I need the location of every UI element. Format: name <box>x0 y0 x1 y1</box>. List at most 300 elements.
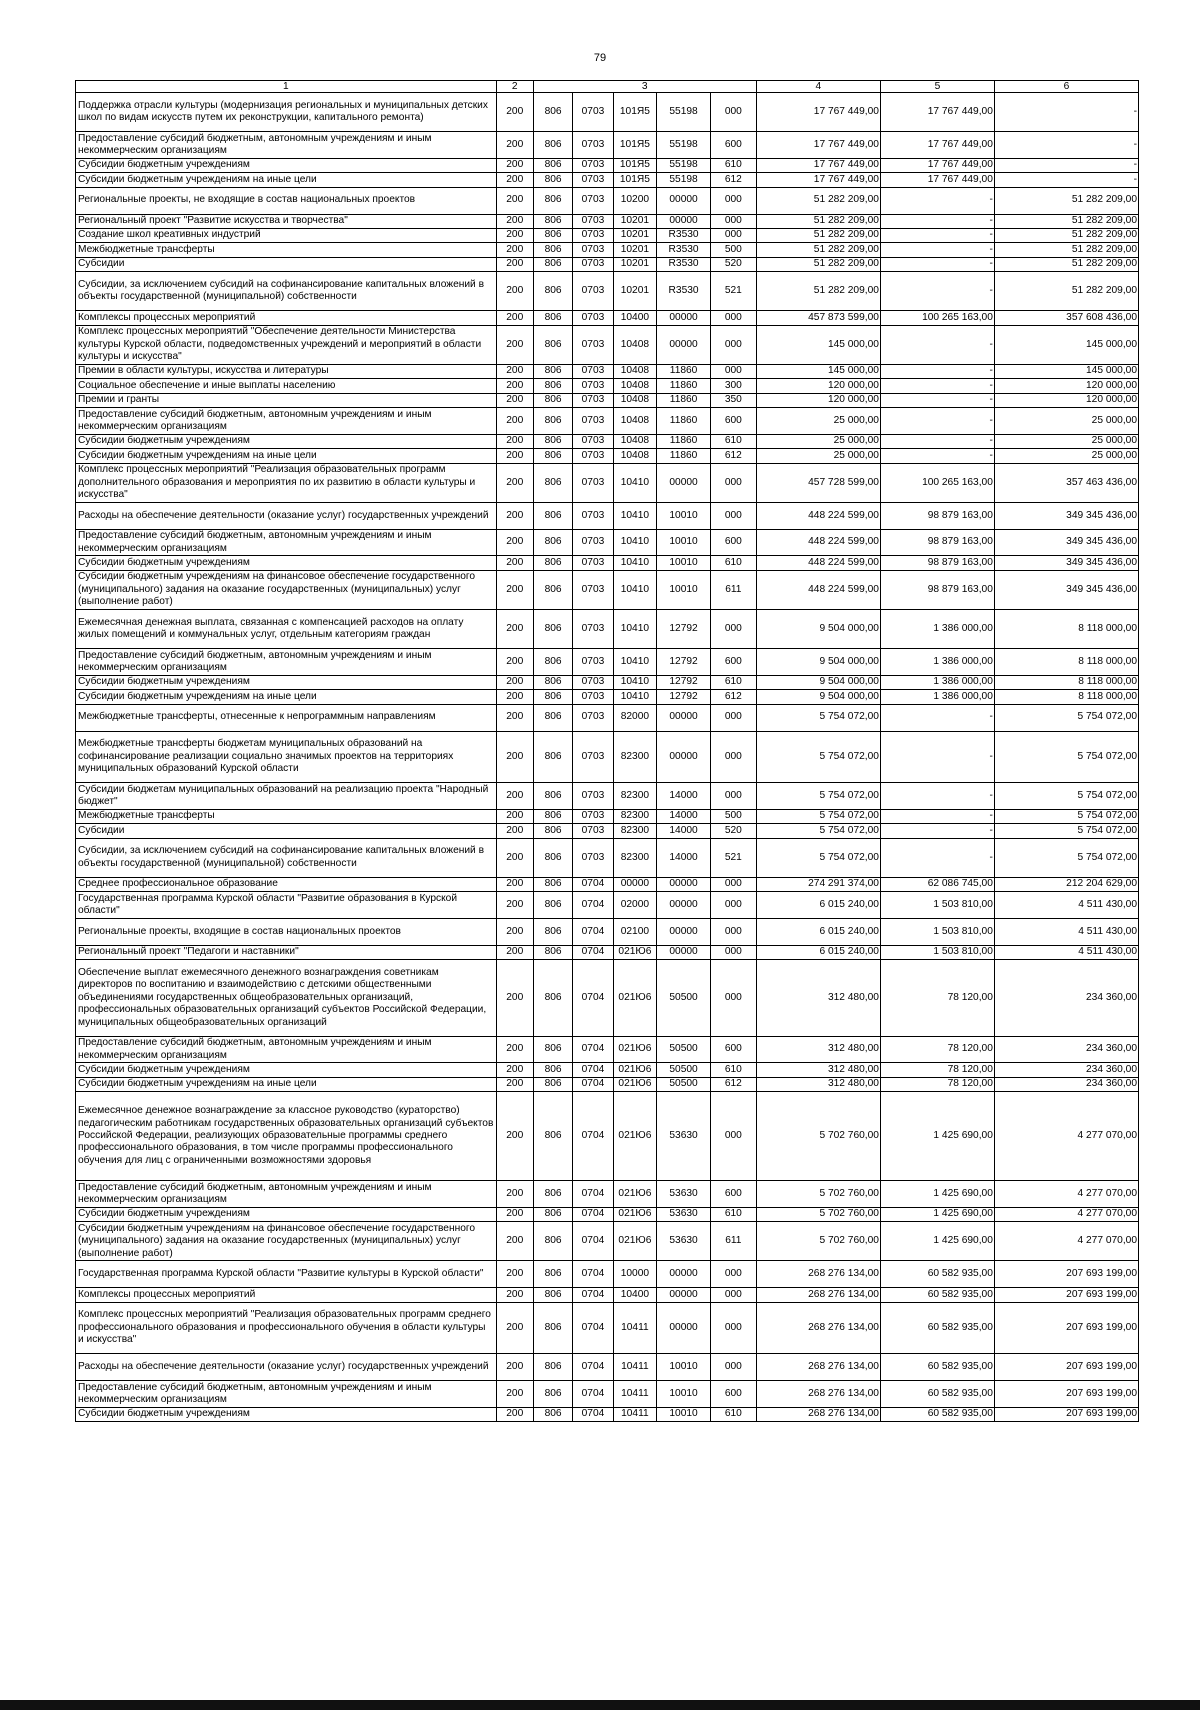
row-code-1: 200 <box>496 408 533 435</box>
row-code-2: 806 <box>533 783 572 810</box>
row-code-target: 10411 <box>613 1302 657 1354</box>
row-code-target: 021Ю6 <box>613 1181 657 1208</box>
row-code-type: 000 <box>711 364 757 378</box>
row-code-section: 0703 <box>573 610 613 649</box>
row-code-1: 200 <box>496 1036 533 1063</box>
row-code-section: 0704 <box>573 1288 613 1302</box>
row-code-type: 611 <box>711 1222 757 1261</box>
row-code-1: 200 <box>496 1063 533 1077</box>
table-row <box>76 379 1139 393</box>
row-name: Межбюджетные трансферты <box>76 243 497 257</box>
row-code-1: 200 <box>496 1381 533 1408</box>
table-row <box>76 1181 1139 1208</box>
row-name: Субсидии бюджетным учреждениям <box>76 556 497 570</box>
row-name: Предоставление субсидий бюджетным, автономным учреждениям и иным некоммерческим организациям <box>76 649 497 676</box>
row-code-direction: R3530 <box>657 272 711 311</box>
row-value-5: 1 503 810,00 <box>880 945 994 959</box>
row-name: Социальное обеспечение и иные выплаты населению <box>76 379 497 393</box>
table-row <box>76 919 1139 946</box>
row-code-2: 806 <box>533 529 572 556</box>
row-value-6: 4 277 070,00 <box>994 1181 1138 1208</box>
row-value-4: 5 754 072,00 <box>756 838 880 877</box>
row-value-4: 9 504 000,00 <box>756 690 880 704</box>
row-code-type: 610 <box>711 1407 757 1421</box>
table-row <box>76 173 1139 187</box>
row-code-section: 0703 <box>573 257 613 271</box>
row-value-4: 17 767 449,00 <box>756 173 880 187</box>
row-name: Государственная программа Курской области "Развитие культуры в Курской области" <box>76 1261 497 1288</box>
row-name: Субсидии <box>76 257 497 271</box>
table-row <box>76 158 1139 172</box>
row-code-type: 000 <box>711 960 757 1036</box>
row-code-direction: 50500 <box>657 1063 711 1077</box>
row-code-2: 806 <box>533 919 572 946</box>
row-name: Субсидии бюджетным учреждениям на финансовое обеспечение государственного (муниципального) задания на оказание государственных (муниципальных) услуг (выполнение работ) <box>76 1222 497 1261</box>
row-code-target: 021Ю6 <box>613 1077 657 1091</box>
row-code-type: 612 <box>711 173 757 187</box>
row-code-target: 10408 <box>613 379 657 393</box>
row-code-section: 0703 <box>573 158 613 172</box>
row-value-5: - <box>880 783 994 810</box>
row-code-type: 000 <box>711 502 757 529</box>
row-value-6: 207 693 199,00 <box>994 1381 1138 1408</box>
row-code-section: 0703 <box>573 649 613 676</box>
row-value-5: - <box>880 393 994 407</box>
table-row <box>76 311 1139 325</box>
row-name: Межбюджетные трансферты <box>76 809 497 823</box>
row-code-section: 0704 <box>573 1302 613 1354</box>
row-name: Региональный проект "Педагоги и наставники" <box>76 945 497 959</box>
row-value-5: 1 386 000,00 <box>880 690 994 704</box>
row-code-section: 0704 <box>573 1381 613 1408</box>
row-code-direction: 00000 <box>657 187 711 214</box>
row-value-5: 60 582 935,00 <box>880 1261 994 1288</box>
row-value-5: 17 767 449,00 <box>880 173 994 187</box>
table-row <box>76 783 1139 810</box>
row-code-direction: R3530 <box>657 243 711 257</box>
row-value-5: 98 879 163,00 <box>880 529 994 556</box>
row-value-5: - <box>880 704 994 731</box>
row-code-1: 200 <box>496 824 533 838</box>
row-code-direction: 12792 <box>657 649 711 676</box>
row-value-5: 17 767 449,00 <box>880 93 994 132</box>
row-code-section: 0704 <box>573 1261 613 1288</box>
row-code-direction: 10010 <box>657 1381 711 1408</box>
row-value-6: 4 511 430,00 <box>994 892 1138 919</box>
row-code-1: 200 <box>496 1288 533 1302</box>
row-code-target: 021Ю6 <box>613 960 657 1036</box>
row-code-target: 02100 <box>613 919 657 946</box>
row-code-direction: 10010 <box>657 570 711 609</box>
row-name: Субсидии <box>76 824 497 838</box>
row-code-type: 000 <box>711 945 757 959</box>
row-code-direction: 10010 <box>657 502 711 529</box>
row-code-section: 0703 <box>573 449 613 463</box>
row-code-2: 806 <box>533 132 572 159</box>
table-row <box>76 1092 1139 1181</box>
row-value-6: 349 345 436,00 <box>994 556 1138 570</box>
row-value-4: 5 702 760,00 <box>756 1207 880 1221</box>
row-value-4: 9 504 000,00 <box>756 675 880 689</box>
row-value-5: 1 386 000,00 <box>880 610 994 649</box>
row-code-direction: 00000 <box>657 325 711 364</box>
row-code-2: 806 <box>533 449 572 463</box>
row-value-6: 234 360,00 <box>994 1077 1138 1091</box>
row-value-6: 51 282 209,00 <box>994 187 1138 214</box>
table-row <box>76 649 1139 676</box>
row-code-1: 200 <box>496 1077 533 1091</box>
row-value-5: 78 120,00 <box>880 960 994 1036</box>
row-name: Обеспечение выплат ежемесячного денежного вознаграждения советникам директоров по воспитанию и взаимодействию с детскими общественными объединениями государственных общеобразовательных организаций, профессиональных образовательных организаций субъектов Российской Федерации, муниципальных общеобразовательных организаций <box>76 960 497 1036</box>
row-code-direction: 53630 <box>657 1222 711 1261</box>
row-name: Премии и гранты <box>76 393 497 407</box>
row-code-target: 10410 <box>613 502 657 529</box>
row-code-direction: 14000 <box>657 809 711 823</box>
row-code-type: 612 <box>711 449 757 463</box>
row-code-type: 000 <box>711 187 757 214</box>
row-code-type: 600 <box>711 132 757 159</box>
row-value-5: 17 767 449,00 <box>880 132 994 159</box>
row-value-5: 17 767 449,00 <box>880 158 994 172</box>
row-value-6: 207 693 199,00 <box>994 1354 1138 1381</box>
row-code-2: 806 <box>533 1381 572 1408</box>
row-value-5: 60 582 935,00 <box>880 1407 994 1421</box>
row-code-target: 10400 <box>613 311 657 325</box>
row-code-1: 200 <box>496 502 533 529</box>
row-code-2: 806 <box>533 704 572 731</box>
row-code-direction: 12792 <box>657 610 711 649</box>
row-code-target: 10408 <box>613 393 657 407</box>
row-code-2: 806 <box>533 649 572 676</box>
row-code-direction: 00000 <box>657 1261 711 1288</box>
row-code-type: 000 <box>711 783 757 810</box>
row-name: Премии в области культуры, искусства и литературы <box>76 364 497 378</box>
row-code-target: 10410 <box>613 570 657 609</box>
row-code-type: 610 <box>711 158 757 172</box>
table-row <box>76 690 1139 704</box>
row-code-type: 000 <box>711 228 757 242</box>
row-code-1: 200 <box>496 610 533 649</box>
row-value-6: 145 000,00 <box>994 364 1138 378</box>
row-code-1: 200 <box>496 838 533 877</box>
row-value-5: 1 425 690,00 <box>880 1181 994 1208</box>
row-code-target: 10410 <box>613 556 657 570</box>
row-code-1: 200 <box>496 1092 533 1181</box>
row-name: Субсидии, за исключением субсидий на софинансирование капитальных вложений в объекты государственной (муниципальной) собственности <box>76 272 497 311</box>
row-code-target: 82300 <box>613 809 657 823</box>
row-code-section: 0704 <box>573 892 613 919</box>
row-code-target: 10408 <box>613 434 657 448</box>
row-code-section: 0703 <box>573 272 613 311</box>
row-value-4: 312 480,00 <box>756 960 880 1036</box>
row-code-2: 806 <box>533 838 572 877</box>
row-name: Предоставление субсидий бюджетным, автономным учреждениям и иным некоммерческим организациям <box>76 1381 497 1408</box>
row-code-2: 806 <box>533 1222 572 1261</box>
row-code-1: 200 <box>496 379 533 393</box>
row-code-1: 200 <box>496 449 533 463</box>
row-value-6: - <box>994 173 1138 187</box>
row-code-type: 000 <box>711 1261 757 1288</box>
row-name: Субсидии бюджетным учреждениям <box>76 434 497 448</box>
row-code-2: 806 <box>533 228 572 242</box>
row-name: Поддержка отрасли культуры (модернизация региональных и муниципальных детских школ по видам искусств путем их реконструкции, капитального ремонта) <box>76 93 497 132</box>
table-row <box>76 325 1139 364</box>
row-code-section: 0703 <box>573 838 613 877</box>
row-name: Межбюджетные трансферты, отнесенные к непрограммным направлениям <box>76 704 497 731</box>
row-value-4: 6 015 240,00 <box>756 919 880 946</box>
row-code-section: 0703 <box>573 824 613 838</box>
row-value-6: 5 754 072,00 <box>994 731 1138 783</box>
row-code-type: 500 <box>711 809 757 823</box>
row-code-direction: 55198 <box>657 158 711 172</box>
row-code-2: 806 <box>533 272 572 311</box>
row-code-direction: 53630 <box>657 1207 711 1221</box>
row-name: Предоставление субсидий бюджетным, автономным учреждениям и иным некоммерческим организациям <box>76 408 497 435</box>
row-code-target: 00000 <box>613 877 657 891</box>
row-code-1: 200 <box>496 1181 533 1208</box>
row-value-5: 60 582 935,00 <box>880 1302 994 1354</box>
row-code-direction: 00000 <box>657 463 711 502</box>
row-code-target: 021Ю6 <box>613 1207 657 1221</box>
row-code-type: 600 <box>711 1181 757 1208</box>
row-code-section: 0704 <box>573 1354 613 1381</box>
row-code-2: 806 <box>533 325 572 364</box>
row-code-section: 0703 <box>573 783 613 810</box>
row-code-1: 200 <box>496 556 533 570</box>
row-code-1: 200 <box>496 690 533 704</box>
row-code-section: 0703 <box>573 364 613 378</box>
row-code-target: 10410 <box>613 610 657 649</box>
table-row <box>76 214 1139 228</box>
row-code-type: 600 <box>711 1381 757 1408</box>
row-code-target: 10201 <box>613 243 657 257</box>
row-value-4: 312 480,00 <box>756 1063 880 1077</box>
row-code-direction: 11860 <box>657 364 711 378</box>
row-code-section: 0704 <box>573 1092 613 1181</box>
row-value-5: 1 425 690,00 <box>880 1222 994 1261</box>
table-row <box>76 449 1139 463</box>
row-value-4: 145 000,00 <box>756 364 880 378</box>
row-code-2: 806 <box>533 311 572 325</box>
row-code-1: 200 <box>496 132 533 159</box>
row-value-4: 268 276 134,00 <box>756 1261 880 1288</box>
row-name: Субсидии бюджетным учреждениям <box>76 1063 497 1077</box>
table-row <box>76 945 1139 959</box>
row-name: Субсидии бюджетным учреждениям <box>76 1407 497 1421</box>
row-code-direction: 00000 <box>657 877 711 891</box>
row-code-type: 000 <box>711 325 757 364</box>
row-code-target: 10201 <box>613 272 657 311</box>
row-value-6: 207 693 199,00 <box>994 1407 1138 1421</box>
row-value-4: 5 754 072,00 <box>756 783 880 810</box>
row-value-5: - <box>880 408 994 435</box>
row-code-direction: 00000 <box>657 214 711 228</box>
row-code-section: 0703 <box>573 809 613 823</box>
row-value-6: 349 345 436,00 <box>994 570 1138 609</box>
table-row <box>76 434 1139 448</box>
row-code-2: 806 <box>533 690 572 704</box>
row-code-section: 0703 <box>573 214 613 228</box>
row-value-6: 207 693 199,00 <box>994 1261 1138 1288</box>
row-name: Ежемесячное денежное вознаграждение за классное руководство (кураторство) педагогическим работникам государственных образовательных организаций субъектов Российской Федерации, реализующих образовательные программы среднего профессионального образования, в том числе программы профессионального обучения для лиц с ограниченными возможностями здоровья <box>76 1092 497 1181</box>
row-code-section: 0704 <box>573 1077 613 1091</box>
row-code-target: 101Я5 <box>613 158 657 172</box>
row-value-6: 8 118 000,00 <box>994 649 1138 676</box>
row-code-1: 200 <box>496 704 533 731</box>
row-code-type: 000 <box>711 892 757 919</box>
table-row <box>76 529 1139 556</box>
row-code-1: 200 <box>496 228 533 242</box>
row-code-2: 806 <box>533 877 572 891</box>
header-col-5: 5 <box>880 81 994 93</box>
row-code-section: 0704 <box>573 1222 613 1261</box>
row-code-section: 0703 <box>573 325 613 364</box>
row-value-4: 268 276 134,00 <box>756 1302 880 1354</box>
table-row <box>76 675 1139 689</box>
row-code-2: 806 <box>533 393 572 407</box>
row-code-2: 806 <box>533 556 572 570</box>
row-code-direction: 55198 <box>657 173 711 187</box>
row-code-target: 10408 <box>613 449 657 463</box>
row-code-type: 500 <box>711 243 757 257</box>
row-code-2: 806 <box>533 1261 572 1288</box>
scan-edge <box>0 1700 1200 1710</box>
row-value-6: 212 204 629,00 <box>994 877 1138 891</box>
row-value-6: 120 000,00 <box>994 379 1138 393</box>
row-code-type: 000 <box>711 610 757 649</box>
row-code-target: 10408 <box>613 408 657 435</box>
row-code-2: 806 <box>533 502 572 529</box>
row-name: Субсидии бюджетным учреждениям на финансовое обеспечение государственного (муниципального) задания на оказание государственных (муниципальных) услуг (выполнение работ) <box>76 570 497 609</box>
row-value-6: 234 360,00 <box>994 1063 1138 1077</box>
row-code-section: 0704 <box>573 877 613 891</box>
row-code-target: 10410 <box>613 529 657 556</box>
row-code-section: 0703 <box>573 502 613 529</box>
row-code-target: 021Ю6 <box>613 945 657 959</box>
row-code-2: 806 <box>533 1036 572 1063</box>
table-row <box>76 1077 1139 1091</box>
table-row <box>76 838 1139 877</box>
row-value-4: 448 224 599,00 <box>756 529 880 556</box>
row-name: Межбюджетные трансферты бюджетам муниципальных образований на софинансирование реализации социально значимых проектов на территориях муниципальных образований Курской области <box>76 731 497 783</box>
row-value-5: 98 879 163,00 <box>880 570 994 609</box>
row-code-2: 806 <box>533 824 572 838</box>
row-code-1: 200 <box>496 158 533 172</box>
table-row <box>76 463 1139 502</box>
row-value-5: 1 425 690,00 <box>880 1092 994 1181</box>
row-code-1: 200 <box>496 1302 533 1354</box>
row-value-4: 6 015 240,00 <box>756 892 880 919</box>
row-code-1: 200 <box>496 214 533 228</box>
row-code-2: 806 <box>533 731 572 783</box>
row-code-1: 200 <box>496 311 533 325</box>
row-code-1: 200 <box>496 1354 533 1381</box>
row-code-target: 10201 <box>613 257 657 271</box>
row-code-type: 600 <box>711 408 757 435</box>
row-value-4: 268 276 134,00 <box>756 1407 880 1421</box>
row-code-2: 806 <box>533 434 572 448</box>
row-value-6: 25 000,00 <box>994 408 1138 435</box>
row-name: Государственная программа Курской области "Развитие образования в Курской области" <box>76 892 497 919</box>
row-code-section: 0704 <box>573 1063 613 1077</box>
row-code-type: 520 <box>711 257 757 271</box>
row-value-6: - <box>994 132 1138 159</box>
header-col-6: 6 <box>994 81 1138 93</box>
row-code-section: 0703 <box>573 556 613 570</box>
row-code-2: 806 <box>533 1092 572 1181</box>
row-code-direction: 55198 <box>657 132 711 159</box>
table-row <box>76 1261 1139 1288</box>
row-value-5: - <box>880 379 994 393</box>
row-code-direction: 12792 <box>657 675 711 689</box>
row-code-section: 0703 <box>573 434 613 448</box>
row-value-6: 4 277 070,00 <box>994 1092 1138 1181</box>
row-value-6: 4 511 430,00 <box>994 919 1138 946</box>
table-row <box>76 257 1139 271</box>
row-value-4: 17 767 449,00 <box>756 93 880 132</box>
table-row <box>76 877 1139 891</box>
row-code-target: 10410 <box>613 649 657 676</box>
row-value-5: 1 503 810,00 <box>880 919 994 946</box>
row-code-section: 0703 <box>573 311 613 325</box>
row-code-type: 611 <box>711 570 757 609</box>
row-value-5: - <box>880 364 994 378</box>
row-code-1: 200 <box>496 945 533 959</box>
row-value-4: 268 276 134,00 <box>756 1288 880 1302</box>
row-code-2: 806 <box>533 93 572 132</box>
row-code-2: 806 <box>533 1181 572 1208</box>
row-code-2: 806 <box>533 1207 572 1221</box>
row-value-4: 5 702 760,00 <box>756 1092 880 1181</box>
row-value-4: 5 754 072,00 <box>756 809 880 823</box>
row-value-4: 457 873 599,00 <box>756 311 880 325</box>
row-code-direction: 11860 <box>657 449 711 463</box>
budget-table <box>75 80 1139 1422</box>
row-value-6: 25 000,00 <box>994 434 1138 448</box>
row-value-4: 457 728 599,00 <box>756 463 880 502</box>
row-code-type: 600 <box>711 649 757 676</box>
row-value-4: 5 702 760,00 <box>756 1181 880 1208</box>
table-row <box>76 1354 1139 1381</box>
row-code-1: 200 <box>496 325 533 364</box>
row-value-5: 60 582 935,00 <box>880 1288 994 1302</box>
row-code-1: 200 <box>496 675 533 689</box>
row-value-4: 145 000,00 <box>756 325 880 364</box>
row-code-section: 0704 <box>573 960 613 1036</box>
row-value-6: 234 360,00 <box>994 1036 1138 1063</box>
header-col-3: 3 <box>533 81 756 93</box>
row-value-4: 268 276 134,00 <box>756 1354 880 1381</box>
row-value-5: 78 120,00 <box>880 1036 994 1063</box>
table-row <box>76 243 1139 257</box>
row-value-5: 1 503 810,00 <box>880 892 994 919</box>
row-code-1: 200 <box>496 463 533 502</box>
row-value-4: 25 000,00 <box>756 449 880 463</box>
row-value-4: 51 282 209,00 <box>756 243 880 257</box>
row-value-4: 17 767 449,00 <box>756 132 880 159</box>
table-row <box>76 610 1139 649</box>
row-code-direction: 11860 <box>657 379 711 393</box>
row-code-direction: 10010 <box>657 556 711 570</box>
row-name: Предоставление субсидий бюджетным, автономным учреждениям и иным некоммерческим организациям <box>76 132 497 159</box>
row-value-6: 8 118 000,00 <box>994 690 1138 704</box>
row-value-6: 120 000,00 <box>994 393 1138 407</box>
row-code-target: 10201 <box>613 228 657 242</box>
row-code-target: 10410 <box>613 675 657 689</box>
table-row <box>76 1222 1139 1261</box>
row-value-4: 51 282 209,00 <box>756 272 880 311</box>
row-code-2: 806 <box>533 187 572 214</box>
